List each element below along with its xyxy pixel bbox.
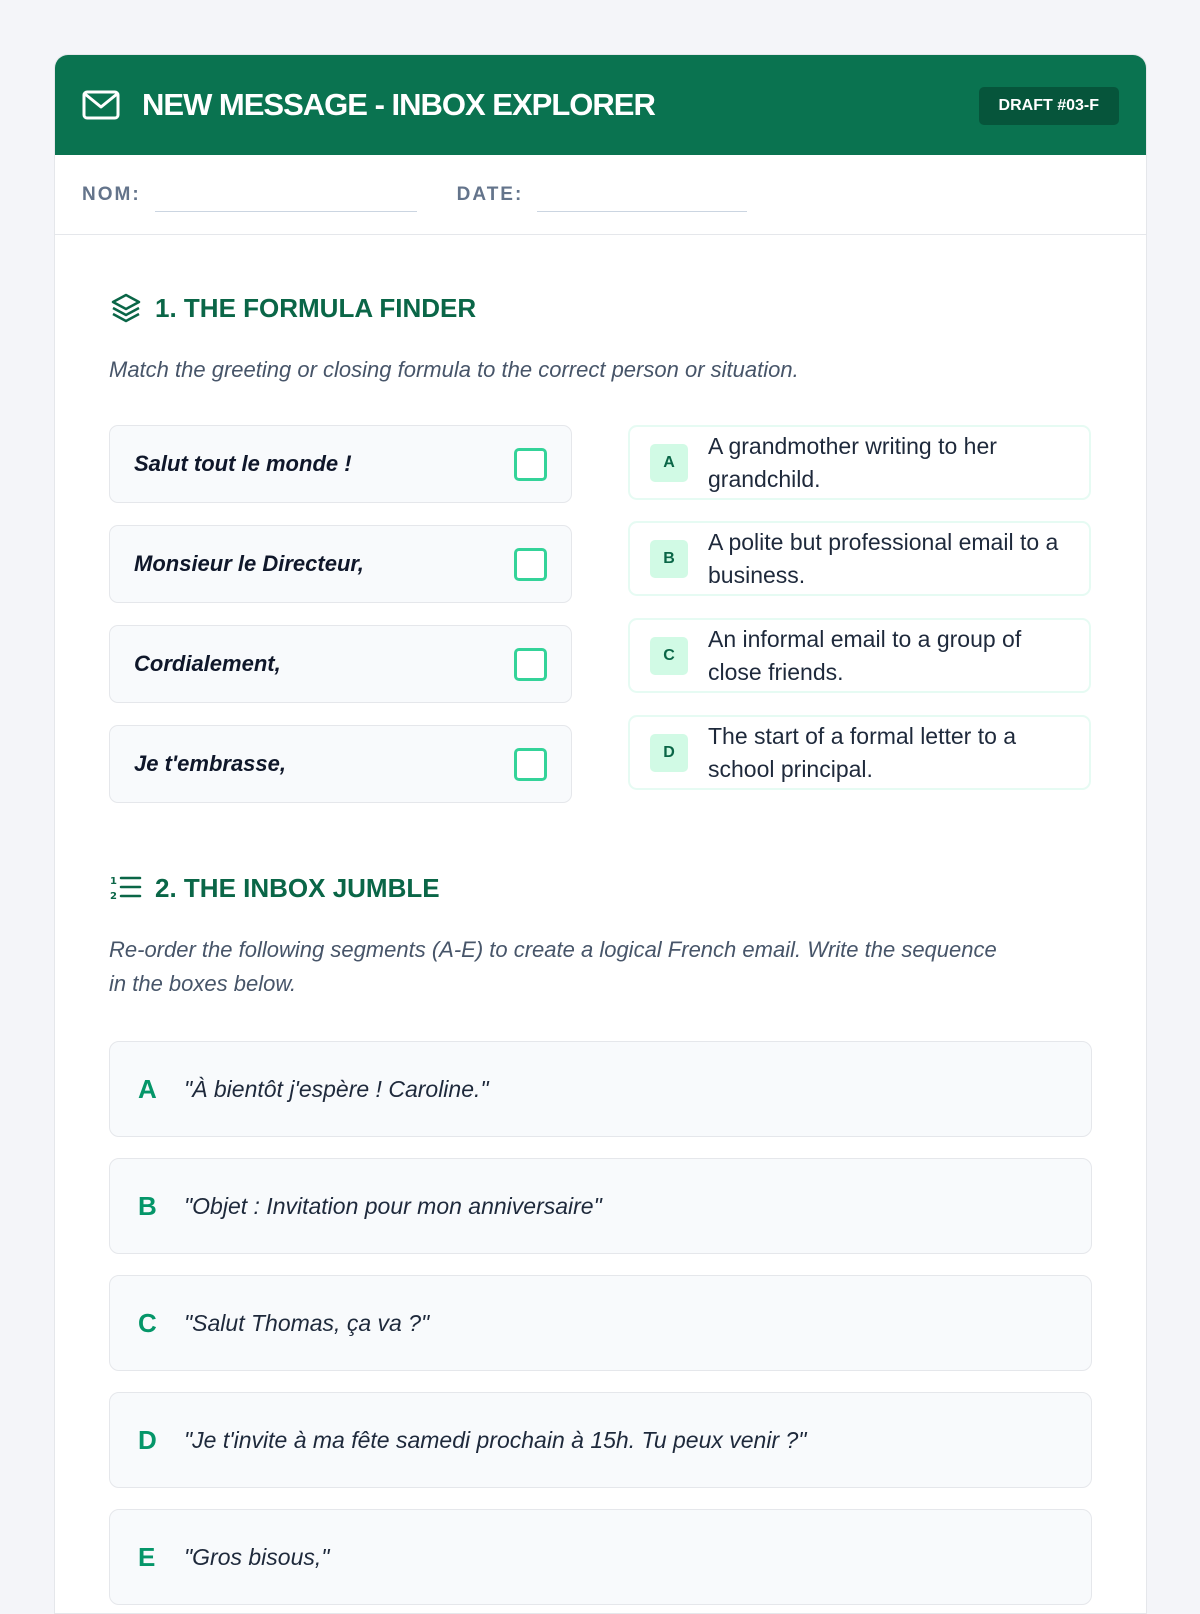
situation-letter-badge: C — [650, 637, 688, 675]
worksheet — [54, 54, 1147, 1614]
segment-text: "Je t'invite à ma fête samedi prochain à 15h. Tu peux venir ?" — [184, 1426, 807, 1453]
section1-instruction: Match the greeting or closing formula to the correct person or situation. — [109, 357, 799, 382]
answer-checkbox[interactable] — [514, 748, 547, 781]
name-label: NOM: — [82, 183, 141, 205]
section2-title-text: 2. THE INBOX JUMBLE — [155, 872, 440, 903]
situation-card — [628, 618, 1091, 693]
segment-letter: E — [138, 1541, 156, 1572]
situation-text: A grandmother writing to her grandchild. — [708, 432, 997, 492]
segment-text: "Salut Thomas, ça va ?" — [184, 1309, 430, 1336]
answer-checkbox[interactable] — [514, 648, 547, 681]
situation-card — [628, 715, 1091, 790]
segment-text: "Objet : Invitation pour mon anniversaire" — [184, 1192, 602, 1219]
header-bar — [55, 55, 1146, 155]
segment-card — [109, 1392, 1092, 1488]
section1-title — [109, 291, 1092, 325]
segment-card — [109, 1158, 1092, 1254]
segment-list — [109, 1041, 1092, 1605]
situation-letter-badge: B — [650, 540, 688, 578]
name-field[interactable] — [155, 188, 417, 212]
ordered-list-icon — [109, 871, 143, 905]
segment-letter: A — [138, 1073, 157, 1104]
situation-card — [628, 425, 1091, 500]
segment-card — [109, 1509, 1092, 1605]
mail-icon — [82, 89, 120, 121]
formula-card — [109, 725, 572, 803]
situation-text: The start of a formal letter to a school principal. — [708, 722, 1017, 782]
segment-letter: D — [138, 1424, 157, 1455]
svg-text:2: 2 — [110, 891, 117, 902]
formula-card — [109, 625, 572, 703]
svg-text:1: 1 — [110, 876, 117, 887]
answer-checkbox[interactable] — [514, 448, 547, 481]
formula-text: Cordialement, — [134, 651, 281, 676]
formula-card — [109, 425, 572, 503]
match-grid — [109, 425, 1092, 805]
meta-row — [55, 155, 1146, 235]
situation-card — [628, 521, 1091, 596]
draft-badge: DRAFT #03-F — [979, 87, 1119, 125]
layers-icon — [109, 291, 143, 325]
situation-letter-badge: D — [650, 734, 688, 772]
date-label: DATE: — [456, 183, 524, 205]
formula-text: Monsieur le Directeur, — [134, 551, 364, 576]
formula-text: Je t'embrasse, — [134, 751, 286, 776]
situation-text: A polite but professional email to a business. — [708, 528, 1059, 588]
page-title: NEW MESSAGE - INBOX EXPLORER — [142, 87, 655, 122]
segment-text: "Gros bisous," — [184, 1543, 330, 1570]
segment-letter: B — [138, 1190, 157, 1221]
formula-card — [109, 525, 572, 603]
segment-card — [109, 1275, 1092, 1371]
segment-text: "À bientôt j'espère ! Caroline." — [184, 1075, 489, 1102]
section2-instruction: Re-order the following segments (A-E) to create a logical French email. Write the sequence in the boxes below. — [109, 937, 997, 996]
section1-title-text: 1. THE FORMULA FINDER — [155, 292, 477, 323]
formula-text: Salut tout le monde ! — [134, 451, 352, 476]
situation-letter-badge: A — [650, 444, 688, 482]
date-field[interactable] — [537, 188, 747, 212]
content — [55, 291, 1146, 1605]
segment-card — [109, 1041, 1092, 1137]
answer-checkbox[interactable] — [514, 548, 547, 581]
situation-text: An informal email to a group of close friends. — [708, 625, 1022, 685]
segment-letter: C — [138, 1307, 157, 1338]
section2-title — [109, 871, 1092, 905]
